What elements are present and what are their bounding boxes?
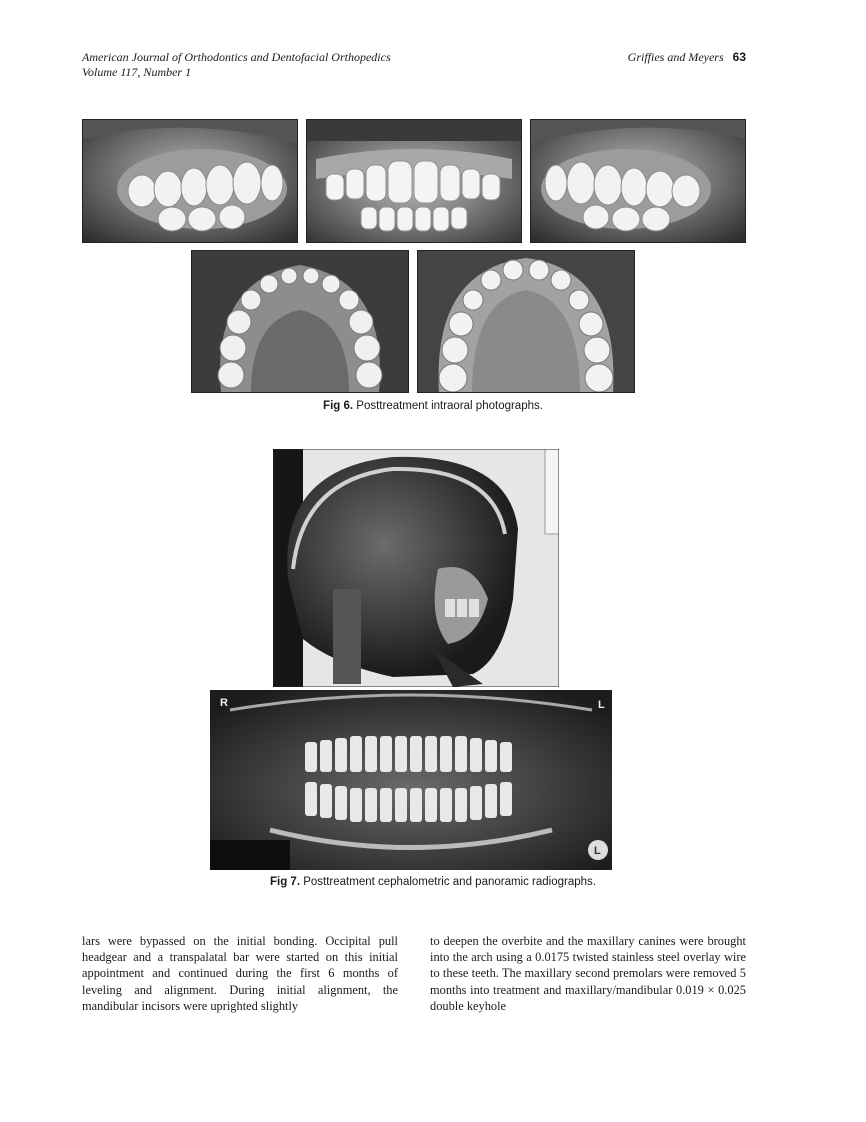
figure-7-caption-text: Posttreatment cephalometric and panoramic radiographs. bbox=[303, 876, 596, 888]
intraoral-photo-mandibular-occlusal bbox=[191, 250, 409, 393]
figure-6-caption-text: Posttreatment intraoral photographs. bbox=[356, 400, 543, 412]
page-number: 63 bbox=[732, 50, 746, 64]
body-text-left-column: lars were bypassed on the initial bonding. Occipital pull headgear and a transpalatal bar were started on this initial appointment and continued during the first 6 months of leveling and alignment. During initial alignment, the mandibular incisors were uprighted slightly bbox=[82, 934, 398, 1013]
figure-6-label: Fig 6. bbox=[323, 400, 354, 412]
intraoral-photo-left-buccal bbox=[530, 119, 746, 243]
panoramic-radiograph bbox=[210, 690, 612, 870]
running-header-right bbox=[628, 50, 746, 65]
panoramic-circle-marker-text: L bbox=[594, 845, 601, 857]
panoramic-marker-left: L bbox=[598, 699, 605, 711]
intraoral-photo-frontal bbox=[306, 119, 522, 243]
figure-7-caption bbox=[0, 876, 866, 888]
figure-7-label: Fig 7. bbox=[269, 876, 301, 888]
header-authors: Griffies and Meyers bbox=[627, 50, 724, 64]
journal-volume: Volume 117, Number 1 bbox=[82, 65, 192, 79]
body-text-right-column: to deepen the overbite and the maxillary canines were brought into the arch using a 0.0175 twisted stainless steel overlay wire to these teeth. The maxillary second premolars were removed 5 months into treatment and maxillary/mandibular 0.019 × 0.025 double keyhole bbox=[430, 934, 746, 1013]
figure-6-caption bbox=[0, 400, 866, 412]
running-header-left bbox=[82, 50, 391, 80]
intraoral-photo-maxillary-occlusal bbox=[417, 250, 635, 393]
intraoral-photo-right-buccal bbox=[82, 119, 298, 243]
panoramic-marker-right: R bbox=[220, 697, 228, 709]
journal-title: American Journal of Orthodontics and Dentofacial Orthopedics bbox=[82, 50, 391, 64]
cephalometric-radiograph bbox=[273, 449, 559, 687]
